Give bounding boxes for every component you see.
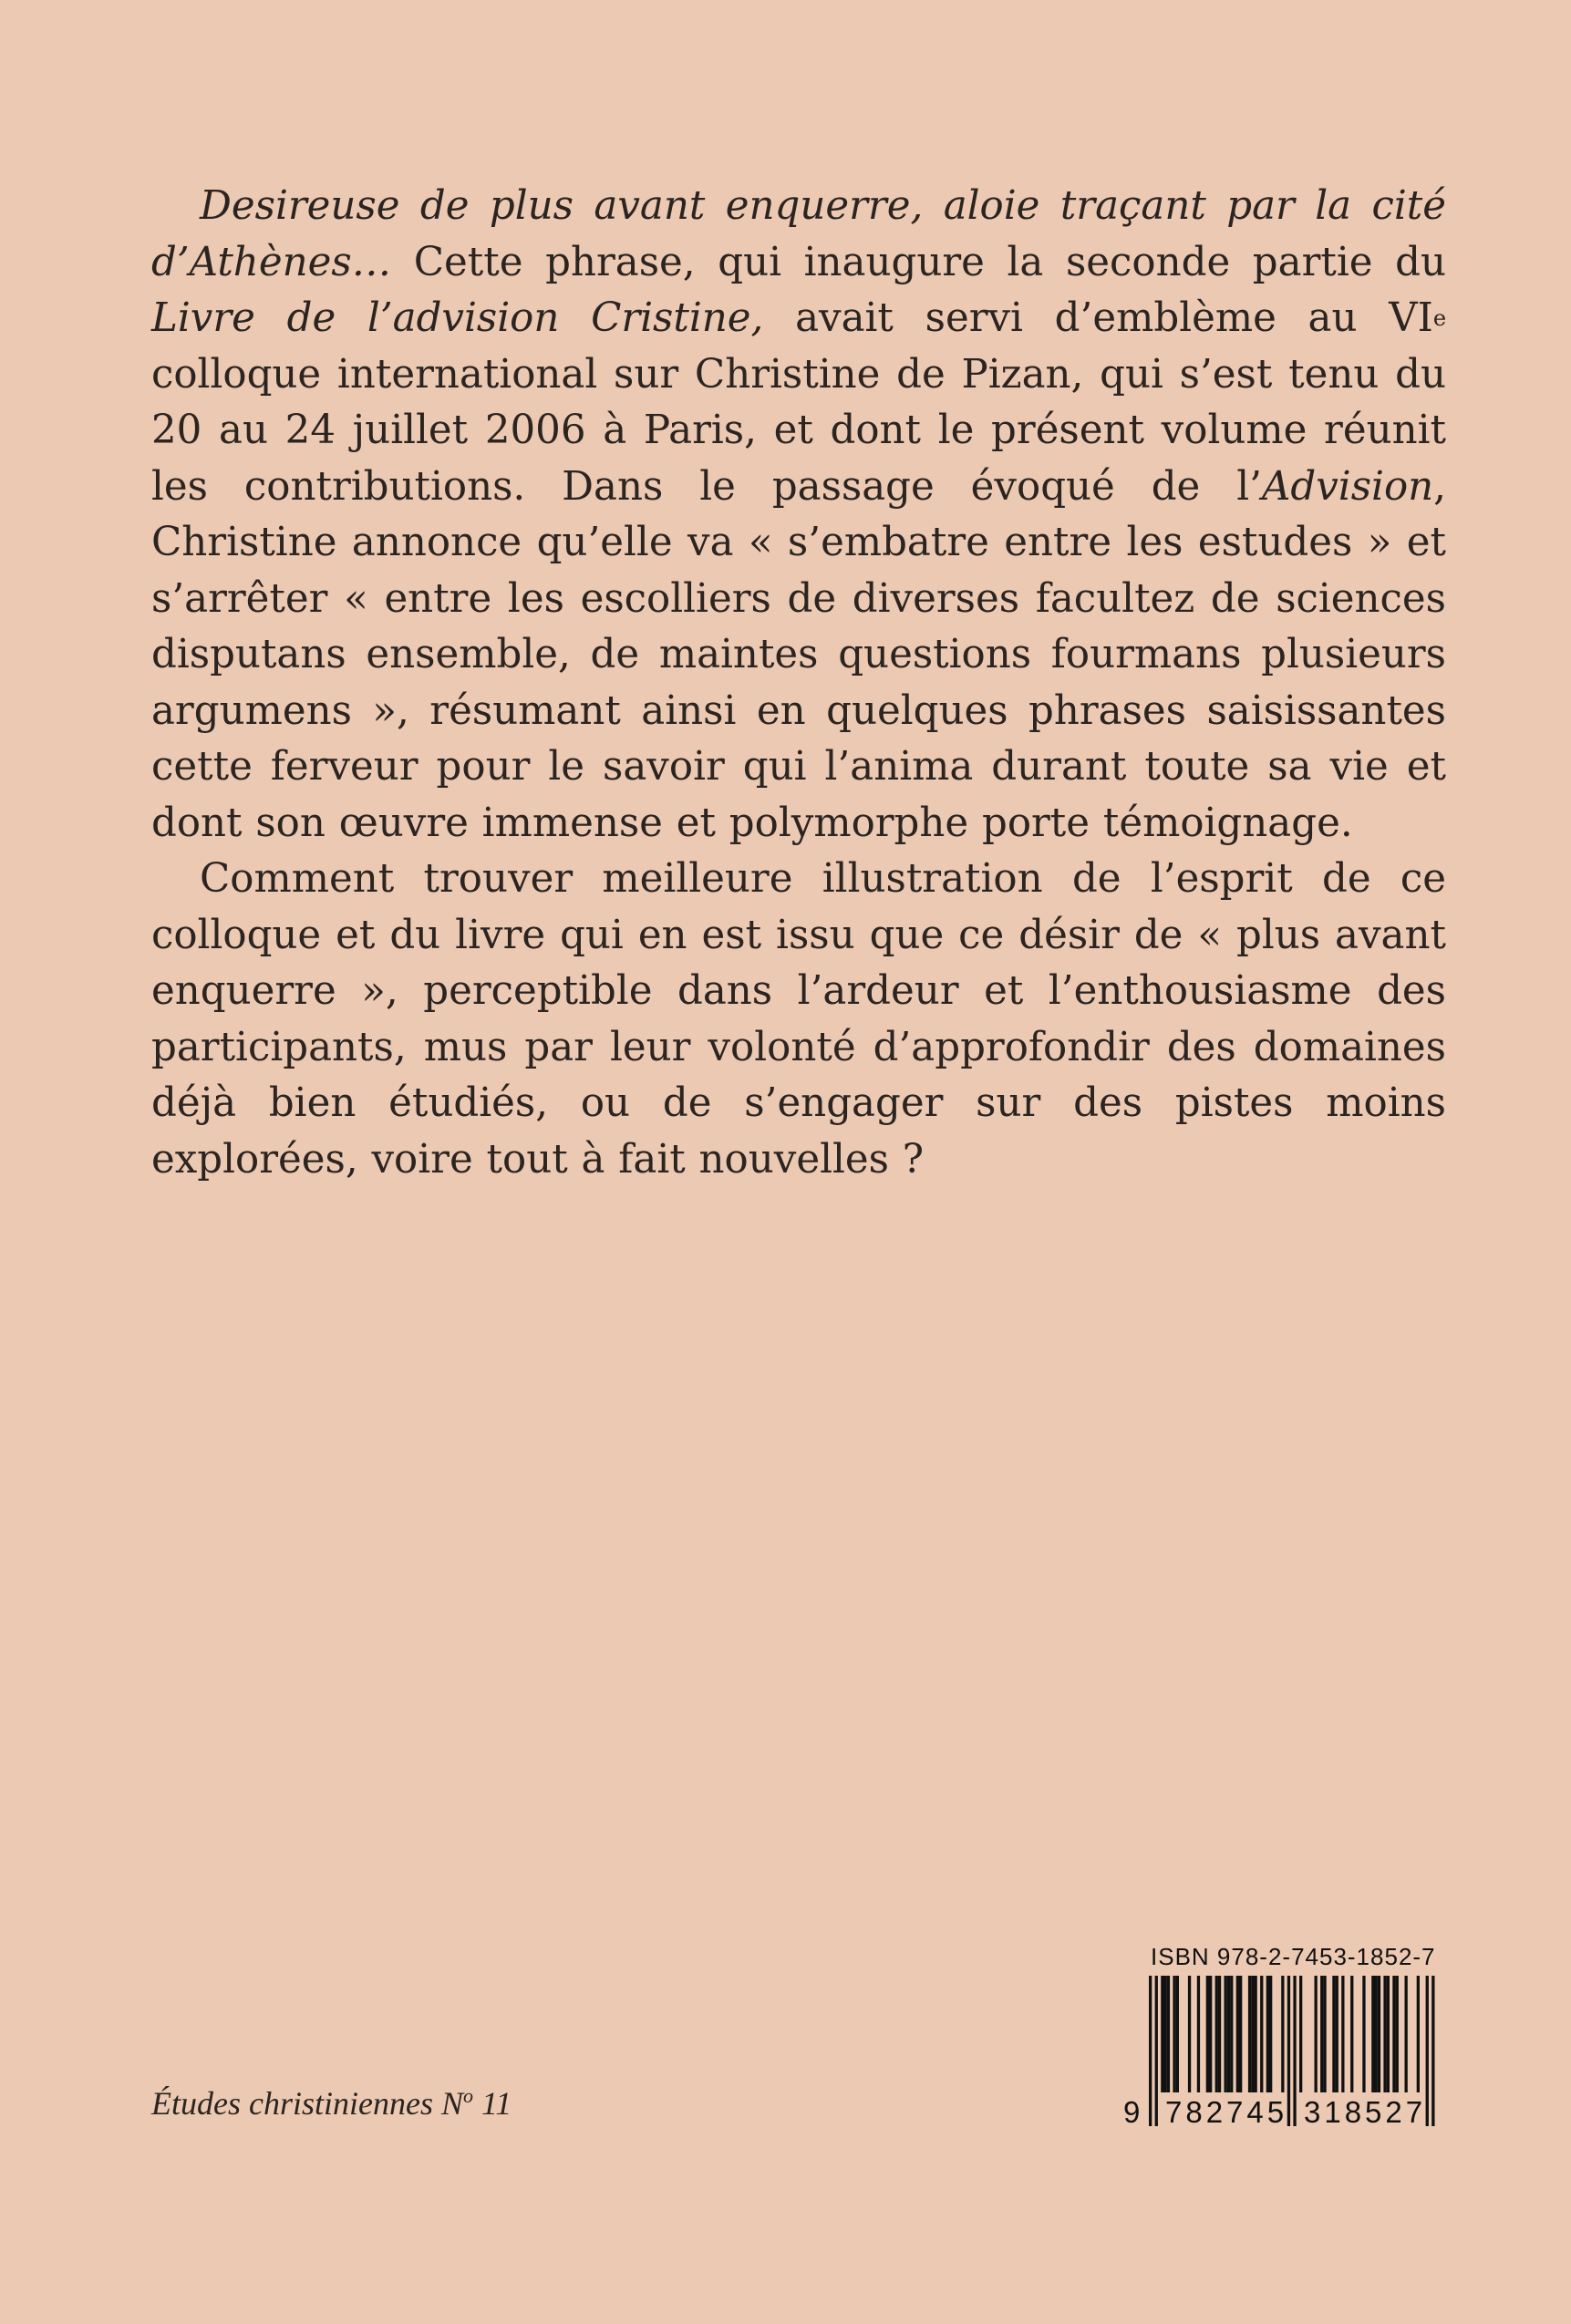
barcode-bar: [1206, 1976, 1209, 2092]
barcode-bar: [1269, 1976, 1272, 2092]
barcode-digits-right: 318527: [1304, 2095, 1427, 2129]
blurb-text-span: avait servi d’emblème au VI: [763, 295, 1433, 341]
blurb-paragraph-2: Comment trouver meilleure illustration de l’esprit de ce colloque et du livre qui en est issu que ce désir de « plus avant enquerre », perceptible dans l’ardeur et l’enthousiasme des participants, mus par leur volonté d’approfondir des domaines déjà bien étudiés, ou de s’engager sur des pistes moins explorées, voire tout à fait nouvelles ?: [151, 856, 1446, 1183]
barcode-bar: [1164, 1976, 1167, 2092]
opening-quote: Desireuse de plus avant enquerre, aloie traçant par la cité d’Athènes…: [151, 183, 1446, 285]
barcode-bar: [1341, 1976, 1344, 2092]
barcode-bar: [1293, 1976, 1296, 2126]
barcode-bar: [1161, 1976, 1163, 2092]
ordinal-superscript: e: [1432, 305, 1447, 331]
barcode-bar: [1431, 1976, 1434, 2126]
barcode-bar: [1218, 1976, 1221, 2092]
barcode-bar: [1215, 1976, 1218, 2092]
barcode-bar: [1255, 1976, 1257, 2092]
barcode-bar: [1383, 1976, 1386, 2092]
series-name: Études christiniennes N: [151, 2085, 463, 2122]
book-title: Livre de l’advision Cristine,: [151, 295, 764, 341]
barcode-bar: [1375, 1976, 1378, 2092]
barcode-bar: [1230, 1976, 1233, 2092]
barcode-bar: [1392, 1976, 1395, 2092]
barcode-bar: [1209, 1976, 1212, 2092]
blurb-text-span: , Christine annonce qu’elle va « s’embatre entre les estudes » et s’arrêter « entre les escolliers de diverses facultez de sciences disputans ensemble, de maintes questions fourmans plusieurs argumens », résumant ainsi en quelques phrases saisissantes cette ferveur pour le savoir qui l’anima durant toute sa vie et dont son œuvre immense et polymorphe porte témoignage.: [151, 463, 1446, 846]
barcode-bar: [1188, 1976, 1191, 2092]
barcode-bar: [1239, 1976, 1242, 2092]
barcode-bar: [1167, 1976, 1170, 2092]
blurb-text-span: Cette phrase, qui inaugure la seconde partie du: [391, 239, 1446, 285]
barcode-digit-first: 9: [1123, 2095, 1141, 2129]
blurb-text-span: colloque international sur Christine de Pizan, qui s’est tenu du 20 au 24 juillet 2006 à Paris, et dont le présent volume réunit les contributions. Dans le passage évoqué de l’: [151, 351, 1446, 510]
barcode-bar: [1251, 1976, 1254, 2092]
barcode-bar: [1315, 1976, 1318, 2092]
barcode-bar: [1320, 1976, 1323, 2092]
barcode-bar: [1371, 1976, 1374, 2092]
barcode-bar: [1387, 1976, 1390, 2092]
barcode-bar: [1417, 1976, 1420, 2092]
barcode-bar: [1287, 1976, 1290, 2126]
barcode-bar: [1396, 1976, 1399, 2092]
barcode-bar: [1260, 1976, 1263, 2092]
barcode-bar: [1227, 1976, 1230, 2092]
series-number: 11: [472, 2085, 512, 2122]
blurb-text: [151, 179, 1446, 1188]
series-label: [151, 2084, 512, 2123]
barcode-bar: [1248, 1976, 1251, 2092]
barcode-bar: [1332, 1976, 1335, 2092]
barcode-bar: [1236, 1976, 1239, 2092]
barcode-bar: [1176, 1976, 1179, 2092]
barcode-bar: [1155, 1976, 1158, 2126]
isbn-label: ISBN 978-2-7453-1852-7: [1151, 1943, 1436, 1970]
barcode-bar: [1299, 1976, 1302, 2092]
barcode-bar: [1378, 1976, 1380, 2092]
barcode-digits-left: 782745: [1165, 2095, 1288, 2129]
barcode-bar: [1350, 1976, 1353, 2092]
barcode-bar: [1197, 1976, 1200, 2092]
barcode-bar: [1281, 1976, 1284, 2092]
barcode-bar: [1266, 1976, 1269, 2092]
barcode-bar: [1149, 1976, 1152, 2126]
barcode-bar: [1225, 1976, 1227, 2092]
barcode-bar: [1405, 1976, 1408, 2092]
barcode-bar: [1173, 1976, 1175, 2092]
barcode-bar: [1362, 1976, 1365, 2092]
barcode-bar: [1323, 1976, 1326, 2092]
blurb-paragraph-1: [151, 179, 1446, 852]
advision-title: Advision: [1261, 463, 1434, 510]
barcode-bar: [1336, 1976, 1338, 2092]
series-number-sign: o: [462, 2084, 473, 2107]
